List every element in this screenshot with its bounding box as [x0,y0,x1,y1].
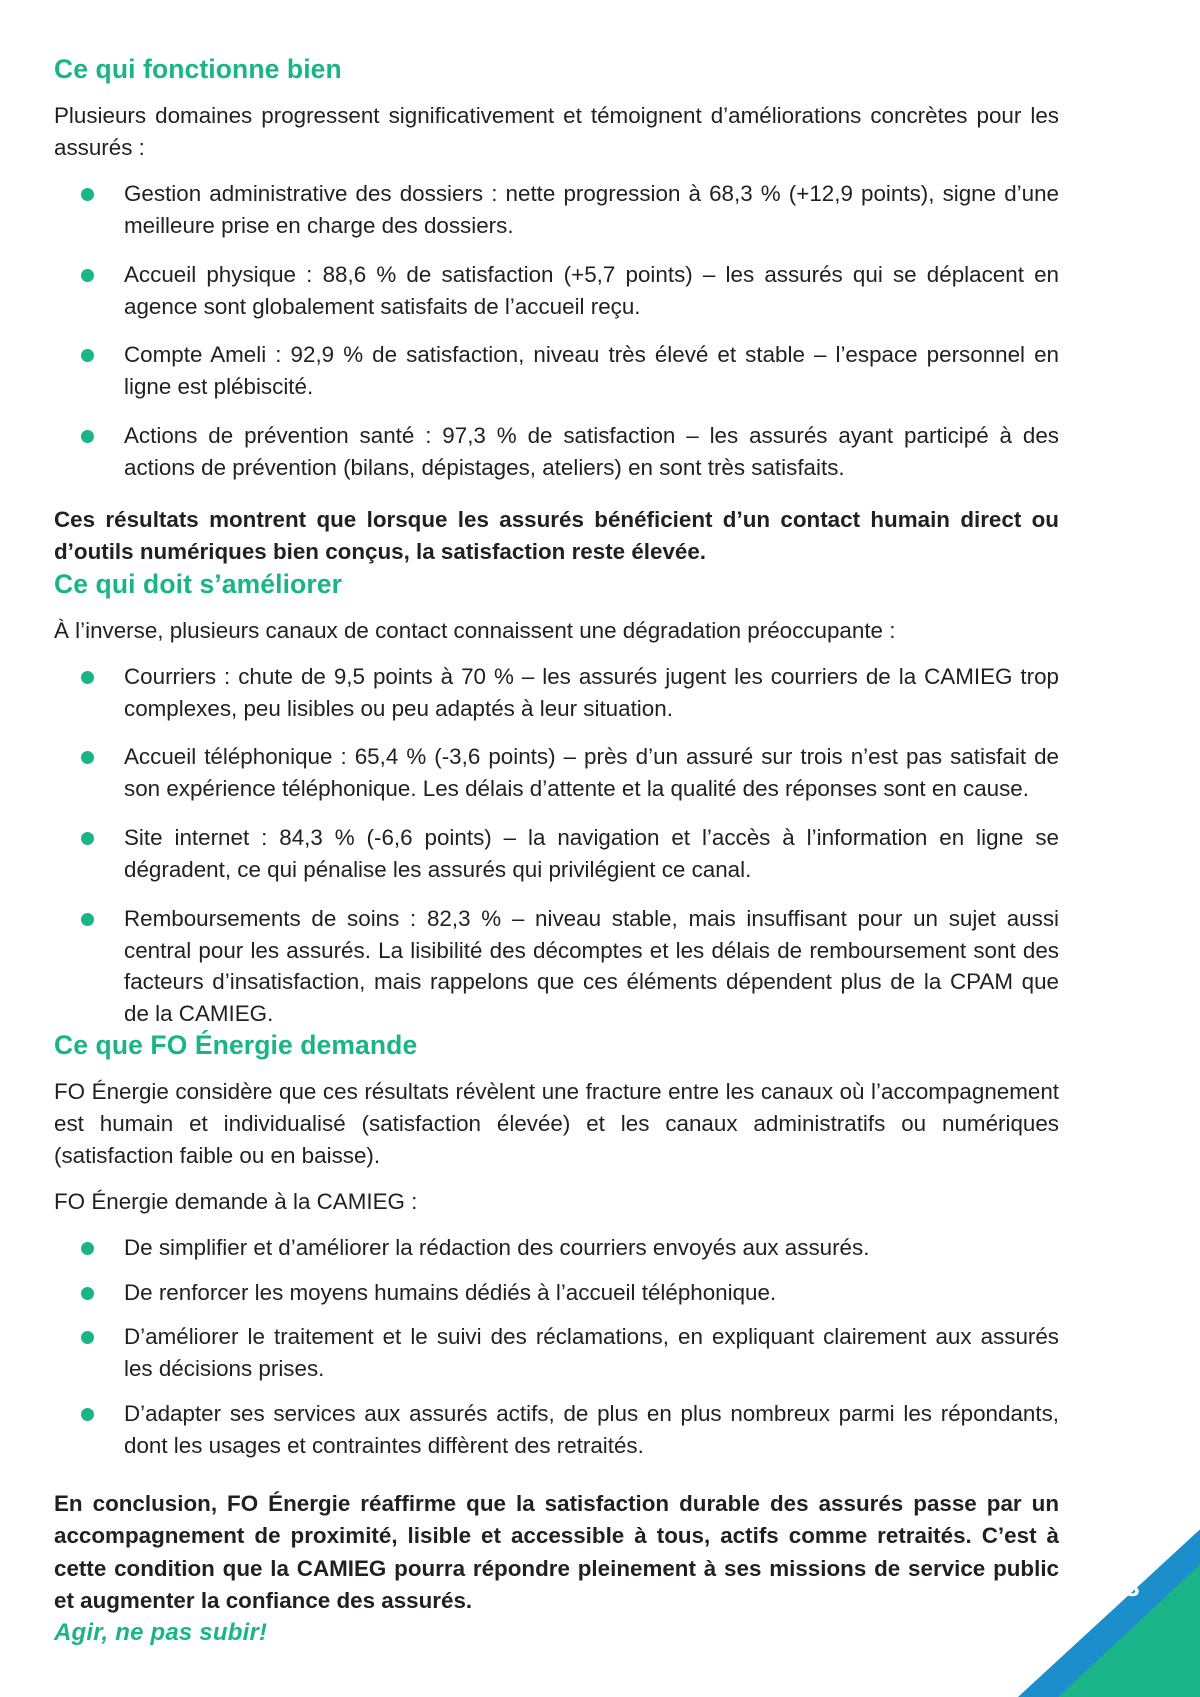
list-item-text: Site internet : 84,3 % (-6,6 points) – la navigation et l’accès à l’information en ligne se dégradent, ce qui pénalise les assurés qui privilégient ce canal. [124,825,1059,882]
list-item-text: De simplifier et d’améliorer la rédaction des courriers envoyés aux assurés. [124,1234,870,1260]
list-item [54,420,1059,484]
list-item [54,259,1059,323]
list-item [54,661,1059,725]
list-item [54,339,1059,403]
list-item [54,822,1059,886]
section-title-ce-qui-fonctionne-bien: Ce qui fonctionne bien [54,54,342,84]
section-1-bold-statement: Ces résultats montrent que lorsque les assurés bénéficient d’un contact humain direct ou d’outils numériques bien conçus, la satisfaction reste élevée. [54,506,1059,565]
section-3-bullet-list [54,1232,1059,1462]
footer-slogan: Agir, ne pas subir! [54,1619,268,1646]
bullet-dot-icon [81,671,94,684]
list-item-text: Remboursements de soins : 82,3 % – niveau stable, mais insuffisant pour un sujet aussi central pour les assurés. La lisibilité des décomptes et les délais de remboursement sont des facteurs d’insatisfaction, mais rappelons que ces éléments dépendent plus de la CPAM que de la CAMIEG. [124,905,1059,1027]
list-item [54,903,1059,1030]
bullet-dot-icon [81,1331,94,1344]
bullet-dot-icon [81,1242,94,1255]
list-item [54,1277,1059,1309]
corner-decoration [988,1517,1200,1697]
conclusion-paragraph: En conclusion, FO Énergie réaffirme que la satisfaction durable des assurés passe par un accompagnement de proximité, lisible et accessible à tous, actifs comme retraités. C’est à cette condition que la CAMIEG pourra répondre pleinement à ses missions de service public et augmenter la confiance des assurés. [54,1490,1059,1614]
bullet-dot-icon [81,349,94,362]
list-item-text: Compte Ameli : 92,9 % de satisfaction, niveau très élevé et stable – l’espace personnel en ligne est plébiscité. [124,342,1059,400]
list-item-text: Gestion administrative des dossiers : nette progression à 68,3 % (+12,9 points), signe d’une meilleure prise en charge des dossiers. [124,181,1059,238]
list-item [54,1398,1059,1462]
page-footer [54,1572,1154,1657]
list-item-text: De renforcer les moyens humains dédiés à l’accueil téléphonique. [124,1279,777,1305]
bullet-dot-icon [81,269,94,282]
bullet-dot-icon [81,1287,94,1300]
page-number: 3/3 [1102,1572,1140,1602]
list-item [54,741,1059,805]
list-item [54,1232,1059,1264]
list-item-text: D’adapter ses services aux assurés actifs, de plus en plus nombreux parmi les répondants, dont les usages et contraintes diffèrent des retraités. [124,1400,1059,1458]
list-item-text: Actions de prévention santé : 97,3 % de satisfaction – les assurés ayant participé à des actions de prévention (bilans, dépistages, ateliers) en sont très satisfaits. [124,422,1059,480]
bullet-dot-icon [81,188,94,201]
section-title-ce-qui-doit-s-ameliorer: Ce qui doit s’améliorer [54,568,342,599]
list-item-text: Courriers : chute de 9,5 points à 70 % – les assurés jugent les courriers de la CAMIEG trop complexes, peu lisibles ou peu adaptés à leur situation. [124,663,1059,721]
section-3-paragraph-2: FO Énergie demande à la CAMIEG : [54,1188,418,1214]
bullet-dot-icon [81,832,94,845]
list-item-text: D’améliorer le traitement et le suivi des réclamations, en expliquant clairement aux assurés les décisions prises. [124,1324,1059,1382]
page-content [54,54,1059,1618]
list-item-text: Accueil physique : 88,6 % de satisfaction (+5,7 points) – les assurés qui se déplacent en agence sont globalement satisfaits de l’accueil reçu. [124,261,1059,319]
list-item-text: Accueil téléphonique : 65,4 % (-3,6 points) – près d’un assuré sur trois n’est pas satisfait de son expérience téléphonique. Les délais d’attente et la qualité des réponses sont en cause. [124,744,1059,802]
section-1-intro-paragraph: Plusieurs domaines progressent significativement et témoignent d’améliorations concrètes pour les assurés : [54,103,1059,161]
bullet-dot-icon [81,751,94,764]
section-2-bullet-list [54,661,1059,1030]
list-item [54,178,1059,242]
section-title-ce-que-fo-energie-demande: Ce que FO Énergie demande [54,1029,418,1060]
list-item [54,1321,1059,1385]
section-3-paragraph-1: FO Énergie considère que ces résultats révèlent une fracture entre les canaux où l’accompagnement est humain et individualisé (satisfaction élevée) et les canaux administratifs ou numériques (satisfaction faible ou en baisse). [54,1079,1059,1169]
bullet-dot-icon [81,913,94,926]
bullet-dot-icon [81,430,94,443]
section-2-intro-paragraph: À l’inverse, plusieurs canaux de contact connaissent une dégradation préoccupante : [54,618,896,644]
bullet-dot-icon [81,1408,94,1421]
section-1-bullet-list [54,178,1059,484]
